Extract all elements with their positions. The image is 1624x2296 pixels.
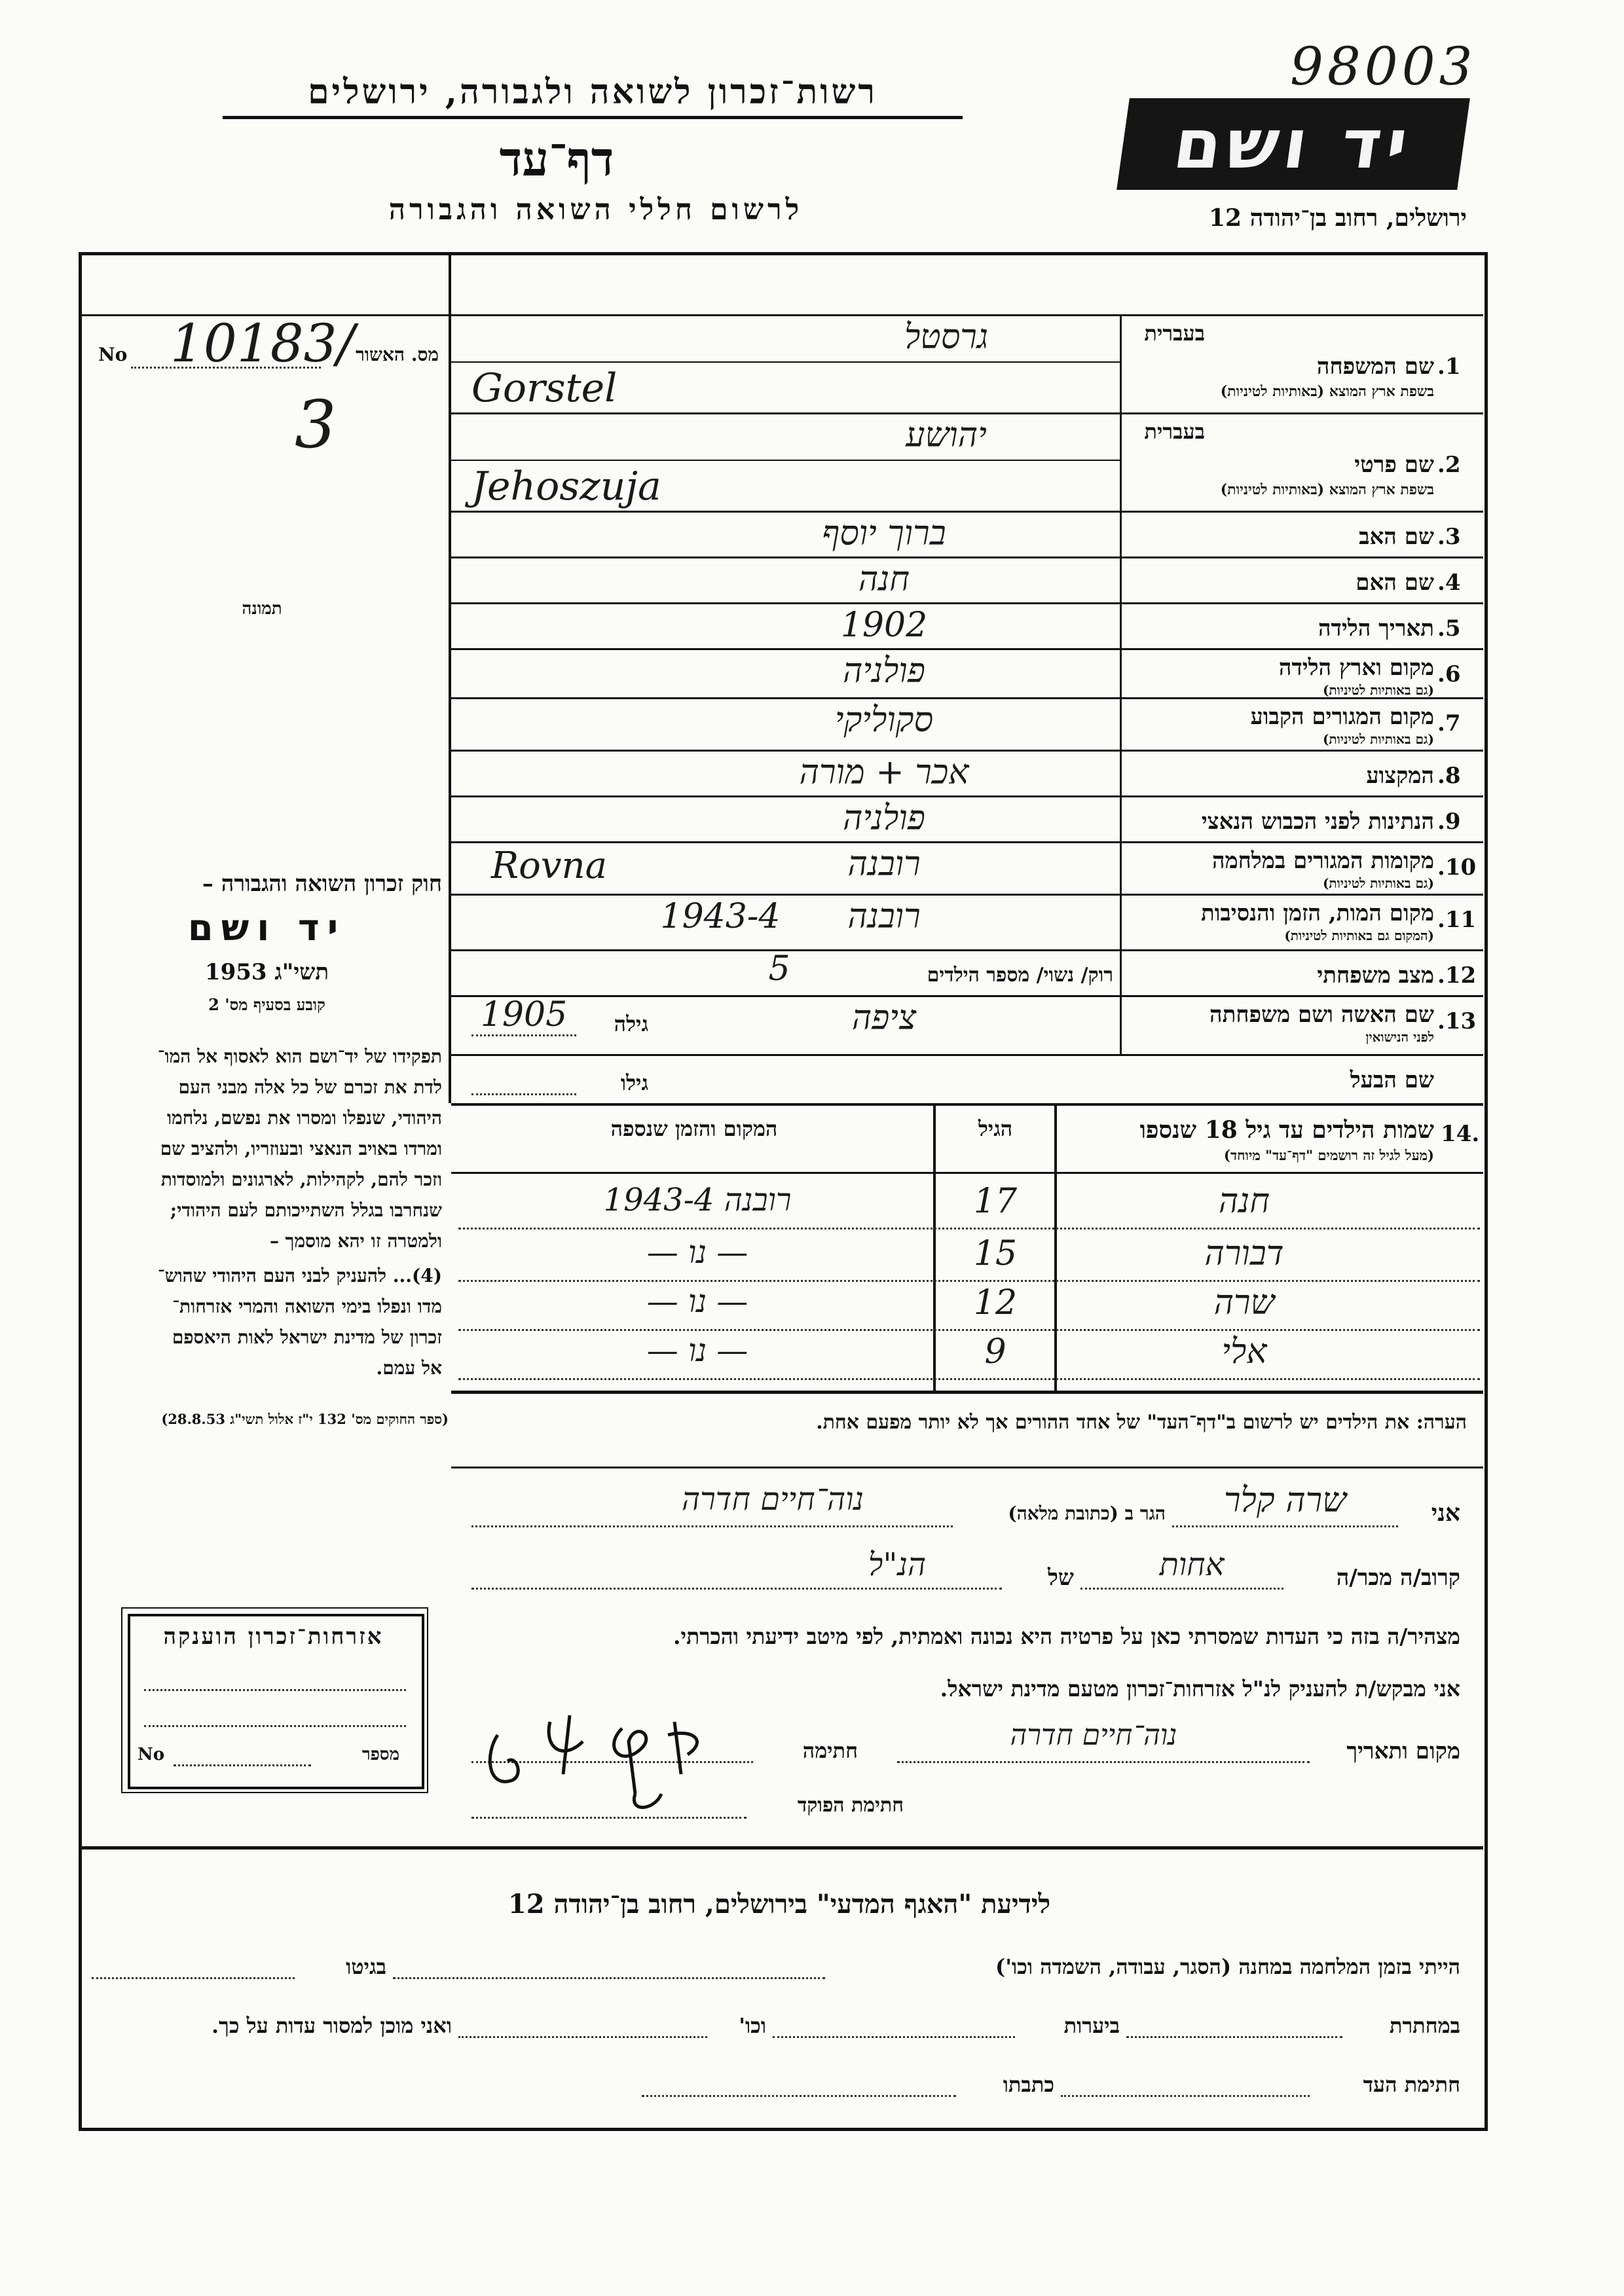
child-age: 17 <box>973 1182 1018 1221</box>
children-number: 14. <box>1441 1121 1480 1147</box>
footer-etc-label: וכו' <box>739 2013 766 2038</box>
field-sub-2: בשפת ארץ המוצא (באותיות לטיניות) <box>1220 481 1434 498</box>
law-paragraph-1: תפקידו של יד־ושם הוא לאסוף אל המו־ לדת את זכרם של כל אלה מבני העם היהודי, שנפלו ומסרו את נפשם, נלחמו ומרדו באויב הנאצי ובעוזריו, ולהציב שם וזכר להם, לקהילות, לארגונים ולמוסדות שנחרבו בגלל השתייכותם לעם היהודי; ולמטרה זו יהא מוסמך – <box>157 1046 442 1252</box>
field-label-10: מקומות המגורים במלחמה <box>1211 848 1434 874</box>
field-number-10: 10. <box>1437 854 1477 881</box>
footer-forests-label: ביערות <box>1063 2013 1120 2038</box>
field-sub-10: (גם באותיות לטיניות) <box>1322 875 1434 891</box>
cert-box-number-label: מספר <box>361 1745 399 1764</box>
child-place: — נו — <box>646 1283 748 1320</box>
field-label-7: מקום המגורים הקבוע <box>1250 704 1434 730</box>
children-note: הערה: את הילדים יש לרשום ב"דף־העד" של אחד ההורים אך לא יותר מפעם אחת. <box>816 1411 1467 1434</box>
field-value-12: רוק/ נשוי/ מספר הילדים <box>927 964 1113 987</box>
law-paragraph-2: (4)... להעניק לבני העם היהודי שהוש־ מדו ונפלו בימי השואה והמרי אזרחות־ זכרון של מדינת ישראל לאות היאספם אל עמם. <box>157 1265 442 1379</box>
field-age-value-13: 1905 <box>480 995 568 1034</box>
signature-image <box>471 1696 760 1820</box>
field-value-9: פולניה <box>843 799 925 838</box>
child-name: דבורה <box>1204 1234 1284 1273</box>
field-number-6: 6. <box>1437 661 1461 687</box>
children-subtitle: (מעל לגיל זה רושמים "דף־עד" מיוחד) <box>1224 1147 1434 1163</box>
child-place: רובנה 1943-4 <box>603 1182 792 1218</box>
relation-value: אחות <box>1159 1546 1225 1583</box>
field-number-7: 7. <box>1437 710 1461 737</box>
field-number-5: 5. <box>1437 615 1461 642</box>
children-age-header: הגיל <box>978 1116 1013 1141</box>
field-label-1: שם המשפחה <box>1316 354 1434 380</box>
field-value-7: סקוליקי <box>834 701 934 740</box>
field-value-10: רובנה <box>847 845 921 884</box>
footer-heading: לידיעת "האגף המדעי" בירושלים, רחוב בן־יהודה 12 <box>507 1889 1051 1920</box>
field-sub-13: לפני הנישואין <box>1365 1029 1434 1045</box>
child-place: — נו — <box>646 1234 748 1271</box>
child-age: 12 <box>973 1283 1018 1322</box>
field-value2-11: 1943-4 <box>660 897 781 936</box>
footer-camp-label: הייתי בזמן המלחמה במחנה (הסגר, עבודה, השמדה וכו') <box>995 1954 1460 1979</box>
cert-box-title: אזרחות־זכרון הוענקה <box>163 1624 384 1650</box>
declaration-i-label: אני <box>1431 1499 1460 1527</box>
resides-value: נוה־חיים חדרה <box>681 1481 864 1518</box>
footer-witness-signature-label: חתימת העד <box>1363 2072 1460 2097</box>
registration-label: מס. האשור <box>356 344 439 365</box>
field-tag-2: בעברית <box>1144 419 1205 444</box>
field-value-he-1: גרסטל <box>904 318 989 357</box>
child-place: — נו — <box>646 1332 748 1369</box>
field-value-lat-10: Rovna <box>491 845 607 887</box>
footer-ghetto-label: בגיטו <box>346 1954 386 1979</box>
field-sub-7: (גם באותיות לטיניות) <box>1322 731 1434 747</box>
field-value-13: ציפה <box>851 998 917 1038</box>
field-number-4: 4. <box>1437 570 1461 596</box>
child-age: 9 <box>984 1332 1006 1372</box>
field-value-5: 1902 <box>840 606 928 645</box>
law-section: קובע בסעיף מס' 2 <box>208 995 325 1014</box>
field-value-11: רובנה <box>847 897 921 936</box>
address: ירושלים, רחוב בן־יהודה 12 <box>1208 204 1467 232</box>
field-value-lat-2: Jehoszuja <box>471 464 661 509</box>
field-value-lat-1: Gorstel <box>471 365 618 411</box>
field-label-14: שם הבעל <box>1350 1067 1434 1093</box>
field-number-2: 2. <box>1437 452 1461 478</box>
children-place-header: המקום והזמן שנספה <box>610 1116 778 1141</box>
form-subtitle: לרשום חללי השואה והגבורה <box>388 193 803 227</box>
field-label-6: מקום וארץ הלידה <box>1278 655 1434 681</box>
field-label-9: הנתינות לפני הכבוש הנאצי <box>1201 809 1434 835</box>
field-value-3: ברוך יוסף <box>822 514 946 553</box>
field-label-3: שם האב <box>1359 524 1434 550</box>
footer-underground-label: במחתרת <box>1389 2013 1460 2038</box>
registration-number-2: 3 <box>295 386 337 463</box>
field-label-11: מקום המות, הזמן והנסיבות <box>1200 900 1434 926</box>
place-date-value: נוה־חיים חדרה <box>1010 1719 1177 1752</box>
field-sub-6: (גם באותיות לטיניות) <box>1322 682 1434 698</box>
field-number-3: 3. <box>1437 524 1461 550</box>
field-label-4: שם האם <box>1356 570 1434 596</box>
declarant-name: שרה קלר <box>1223 1481 1347 1520</box>
field-value2-12: 5 <box>768 949 790 989</box>
signature-label: חתימה <box>802 1738 858 1763</box>
registration-no-mark: No <box>98 344 128 365</box>
field-number-8: 8. <box>1437 763 1461 789</box>
declaration-text: מצהיר/ה בזה כי העדות שמסרתי כאן על פרטיה היא נכונה ואמתית, לפי מיטב ידיעתי והכרתי. <box>673 1624 1460 1649</box>
field-value-6: פולניה <box>843 651 925 691</box>
resides-label: הגר ב (כתובת מלאה) <box>1008 1503 1166 1524</box>
footer-address-label: כתבתו <box>1003 2072 1054 2097</box>
field-value-4: חנה <box>858 560 910 599</box>
form-title: דף־עד <box>499 131 614 187</box>
place-date-label: מקום ותאריך <box>1346 1738 1460 1764</box>
children-title: שמות הילדים עד גיל 18 שנספו <box>1139 1116 1434 1144</box>
cert-box-no-mark: No <box>138 1745 165 1764</box>
footer-ready-label: ואני מוכן למסור עדות על כך. <box>211 2013 452 2038</box>
field-number-1: 1. <box>1437 354 1461 380</box>
field-number-9: 9. <box>1437 809 1461 835</box>
field-age-label-14: גילו <box>620 1070 648 1095</box>
field-label-13: שם האשה ושם משפחתה <box>1209 1002 1434 1028</box>
law-title: חוק זכרון השואה והגבורה – <box>202 871 442 897</box>
field-sub-11: (המקום גם באותיות לטיניות) <box>1284 928 1434 943</box>
relation-label: קרוב/ה מכר/ה <box>1336 1565 1460 1591</box>
law-year: תשי"ג 1953 <box>204 959 329 985</box>
law-reference: (ספר החוקים מס' 132 י"ז אלול תשי"ג 28.8.53) <box>161 1411 449 1427</box>
registration-number: 10183/ <box>170 313 355 374</box>
request-text: אני מבקש/ת להעניק לנ"ל אזרחות־זכרון מטעם מדינת ישראל. <box>940 1676 1460 1702</box>
child-name: שרה <box>1213 1283 1275 1322</box>
officer-signature-label: חתימת הפוקד <box>797 1794 904 1817</box>
field-age-label-13: גילה <box>614 1011 648 1036</box>
authority-title: רשות־זכרון לשואה ולגבורה, ירושלים <box>223 72 963 119</box>
field-number-11: 11. <box>1437 907 1477 933</box>
field-label-5: תאריך הלידה <box>1318 615 1434 642</box>
child-name: חנה <box>1218 1182 1270 1221</box>
file-number: 98003 <box>1290 36 1477 97</box>
field-label-12: מצב משפחתי <box>1317 962 1434 989</box>
field-value-8: אכר + מורה <box>799 753 969 792</box>
field-sub-1: בשפת ארץ המוצא (באותיות לטיניות) <box>1220 383 1434 400</box>
field-tag-1: בעברית <box>1144 321 1205 346</box>
child-age: 15 <box>973 1234 1018 1273</box>
field-number-12: 12. <box>1437 962 1477 989</box>
yad-vashem-logo: יד ושם <box>1116 98 1470 190</box>
field-label-8: המקצוע <box>1366 763 1434 789</box>
photo-label: תמונה <box>242 599 282 619</box>
child-name: אלי <box>1221 1332 1267 1372</box>
field-label-2: שם פרטי <box>1354 452 1434 478</box>
of-label: של <box>1048 1565 1074 1591</box>
law-yad-vashem: יד ושם <box>187 907 346 949</box>
field-value-he-2: יהושע <box>906 416 987 455</box>
field-number-13: 13. <box>1437 1008 1477 1034</box>
of-value: הנ"ל <box>868 1546 927 1583</box>
